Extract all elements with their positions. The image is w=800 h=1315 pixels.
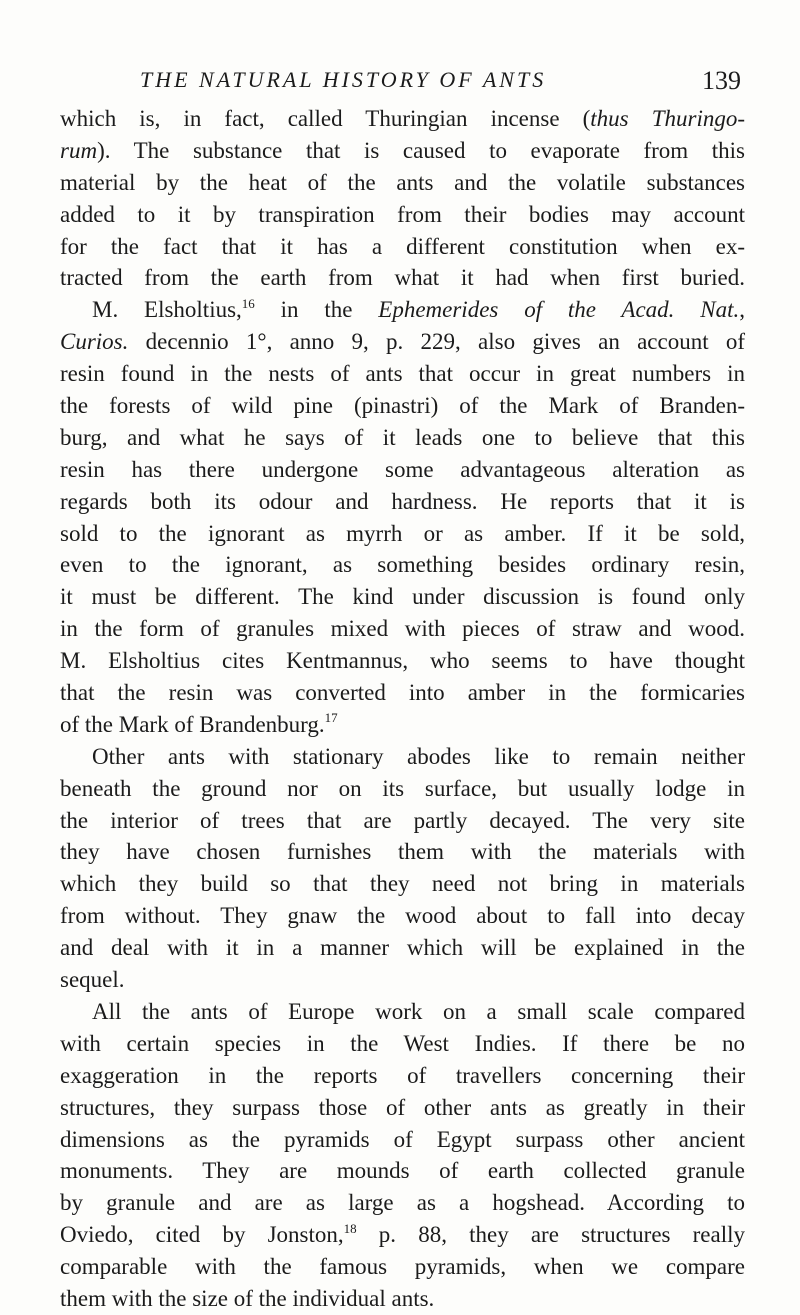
text-segment: decennio 1°, anno 9, p. 229, also gives an account of bbox=[128, 329, 745, 355]
text-segment: and deal with it in a manner which will be explained in the bbox=[60, 935, 745, 961]
text-segment: which they build so that they need not bring in materials bbox=[60, 871, 745, 897]
text-line bbox=[60, 613, 745, 645]
text-line bbox=[60, 135, 745, 167]
text-segment: them with the size of the individual ants. bbox=[60, 1285, 435, 1311]
text-segment: Oviedo, cited by Jonston, bbox=[60, 1222, 344, 1248]
text-line bbox=[60, 262, 745, 294]
text-line bbox=[60, 231, 745, 263]
text-line bbox=[60, 294, 745, 326]
text-segment: they have chosen furnishes them with the materials with bbox=[60, 839, 745, 865]
text-line bbox=[60, 932, 745, 964]
text-segment: exaggeration in the reports of travellers concerning their bbox=[60, 1062, 745, 1088]
italic-text: Ephemerides of the Acad. Nat. bbox=[378, 297, 740, 323]
text-segment: regards both its odour and hardness. He reports that it is bbox=[60, 488, 745, 514]
text-segment: in the bbox=[254, 297, 379, 323]
text-line bbox=[60, 1283, 745, 1315]
footnote-reference: 17 bbox=[324, 710, 338, 726]
text-segment: , bbox=[739, 297, 745, 323]
text-line bbox=[60, 422, 745, 454]
text-segment: added to it by transpiration from their bodies may account bbox=[60, 201, 745, 227]
page-number: 139 bbox=[702, 66, 741, 95]
text-segment: for the fact that it has a different constitution when ex- bbox=[60, 233, 745, 259]
text-segment: which is, in fact, called Thuringian incense ( bbox=[60, 106, 591, 131]
text-line bbox=[60, 454, 745, 486]
text-segment: M. Elsholtius cites Kentmannus, who seems to have thought bbox=[60, 648, 745, 674]
text-line bbox=[60, 103, 745, 135]
text-line bbox=[60, 773, 745, 805]
text-line bbox=[60, 741, 745, 773]
text-segment: M. Elsholtius, bbox=[92, 297, 242, 323]
text-line bbox=[60, 1187, 745, 1219]
text-line bbox=[60, 1155, 745, 1187]
text-segment: structures, they surpass those of other ants as greatly in their bbox=[60, 1094, 745, 1120]
text-segment: ). The substance that is caused to evaporate from this bbox=[97, 137, 745, 163]
text-segment: that the resin was converted into amber in the formicaries bbox=[60, 680, 745, 706]
text-line bbox=[60, 677, 745, 709]
italic-text: rum bbox=[60, 137, 98, 163]
body-text bbox=[60, 103, 745, 1315]
italic-text: thus Thuringo- bbox=[590, 106, 745, 131]
running-title: THE NATURAL HISTORY OF ANTS bbox=[140, 67, 547, 92]
text-line bbox=[60, 1251, 745, 1283]
text-line bbox=[60, 167, 745, 199]
text-segment: sold to the ignorant as myrrh or as amber. If it be sold, bbox=[60, 520, 745, 546]
text-line bbox=[60, 1060, 745, 1092]
text-line bbox=[60, 358, 745, 390]
text-segment: by granule and are as large as a hogshead. According to bbox=[60, 1190, 745, 1216]
text-segment: All the ants of Europe work on a small scale compared bbox=[92, 998, 745, 1024]
text-line bbox=[60, 549, 745, 581]
text-line bbox=[60, 390, 745, 422]
footnote-reference: 16 bbox=[241, 295, 255, 311]
text-line bbox=[60, 199, 745, 231]
text-line bbox=[60, 1028, 745, 1060]
text-line bbox=[60, 326, 745, 358]
text-segment: it must be different. The kind under discussion is found only bbox=[60, 584, 745, 610]
italic-text: Curios. bbox=[60, 329, 129, 355]
text-line bbox=[60, 581, 745, 613]
text-line bbox=[60, 518, 745, 550]
text-line bbox=[60, 1092, 745, 1124]
text-line bbox=[60, 805, 745, 837]
text-line bbox=[60, 486, 745, 518]
text-line bbox=[60, 964, 745, 996]
text-line bbox=[60, 1219, 745, 1251]
text-segment: sequel. bbox=[60, 967, 125, 993]
text-segment: dimensions as the pyramids of Egypt surpass other ancient bbox=[60, 1126, 745, 1152]
text-segment: resin has there undergone some advantageous alteration as bbox=[60, 456, 745, 482]
text-segment: beneath the ground nor on its surface, but usually lodge in bbox=[60, 775, 745, 801]
text-line bbox=[60, 1124, 745, 1156]
text-segment: material by the heat of the ants and the volatile substances bbox=[60, 169, 745, 195]
text-segment: Other ants with stationary abodes like to remain neither bbox=[92, 743, 745, 769]
text-line bbox=[60, 996, 745, 1028]
text-line bbox=[60, 868, 745, 900]
text-segment: with certain species in the West Indies. If there be no bbox=[60, 1030, 745, 1056]
text-segment: comparable with the famous pyramids, when we compare bbox=[60, 1254, 745, 1280]
text-segment: burg, and what he says of it leads one to believe that this bbox=[60, 424, 745, 450]
text-segment: the interior of trees that are partly decayed. The very site bbox=[60, 807, 745, 833]
footnote-reference: 18 bbox=[343, 1220, 357, 1236]
text-segment: in the form of granules mixed with pieces of straw and wood. bbox=[60, 616, 745, 642]
text-segment: the forests of wild pine (pinastri) of the Mark of Branden- bbox=[60, 393, 745, 419]
text-line bbox=[60, 900, 745, 932]
text-segment: resin found in the nests of ants that occur in great numbers in bbox=[60, 361, 745, 387]
text-segment: even to the ignorant, as something besides ordinary resin, bbox=[60, 552, 745, 578]
text-line bbox=[60, 645, 745, 677]
text-line bbox=[60, 836, 745, 868]
text-segment: from without. They gnaw the wood about to fall into decay bbox=[60, 903, 745, 929]
text-segment: of the Mark of Brandenburg. bbox=[60, 711, 325, 737]
text-line bbox=[60, 709, 745, 741]
text-segment: tracted from the earth from what it had when first buried. bbox=[60, 265, 745, 291]
text-segment: monuments. They are mounds of earth collected granule bbox=[60, 1158, 745, 1184]
running-head bbox=[60, 66, 743, 100]
text-segment: p. 88, they are structures really bbox=[356, 1222, 746, 1248]
